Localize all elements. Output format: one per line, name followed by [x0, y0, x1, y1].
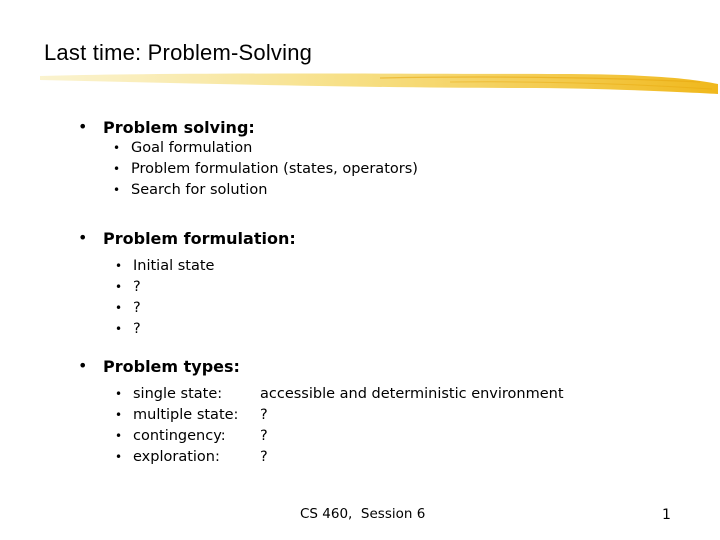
bullet-icon: •: [115, 408, 123, 422]
bullet-icon: •: [113, 141, 121, 155]
section-heading-text: Problem formulation:: [103, 229, 296, 248]
list-item: • exploration: ?: [115, 447, 240, 468]
bullet-icon: •: [78, 117, 88, 136]
section-heading-text: Problem solving:: [103, 118, 255, 137]
page-number: 1: [662, 507, 671, 523]
bullet-icon: •: [115, 280, 123, 294]
bullet-icon: •: [115, 450, 123, 464]
list-item: • Goal formulation: [113, 138, 255, 159]
section-heading: [78, 229, 296, 248]
bullet-icon: •: [78, 228, 88, 247]
section-heading: [78, 118, 255, 137]
sub-list: [115, 256, 296, 340]
slide-footer: CS 460, Session 6: [300, 506, 426, 522]
bullet-icon: •: [115, 387, 123, 401]
list-item: • ?: [115, 319, 296, 340]
list-item: • Search for solution: [113, 180, 255, 201]
bullet-icon: •: [115, 259, 123, 273]
list-item: • ?: [115, 298, 296, 319]
bullet-icon: •: [115, 322, 123, 336]
list-item: • contingency: ?: [115, 426, 240, 447]
list-item: • single state: accessible and deterministic environment: [115, 384, 240, 405]
sub-list: [113, 138, 418, 201]
section-problem-formulation: [78, 229, 296, 340]
bullet-icon: •: [113, 162, 121, 176]
list-item: • multiple state: ?: [115, 405, 240, 426]
section-heading-text: Problem types:: [103, 357, 240, 376]
bullet-icon: •: [78, 356, 88, 375]
section-problem-solving: [78, 117, 418, 201]
bullet-icon: •: [115, 429, 123, 443]
bullet-icon: •: [115, 301, 123, 315]
section-problem-types: [78, 356, 564, 468]
section-heading: [78, 357, 240, 376]
title-underline-brushstroke: [0, 68, 720, 102]
list-item: • ?: [115, 277, 296, 298]
sub-list: [115, 384, 564, 468]
bullet-icon: •: [113, 183, 121, 197]
slide-title: Last time: Problem-Solving: [44, 40, 313, 65]
list-item: • Initial state: [115, 256, 296, 277]
list-item: • Problem formulation (states, operators): [113, 159, 255, 180]
